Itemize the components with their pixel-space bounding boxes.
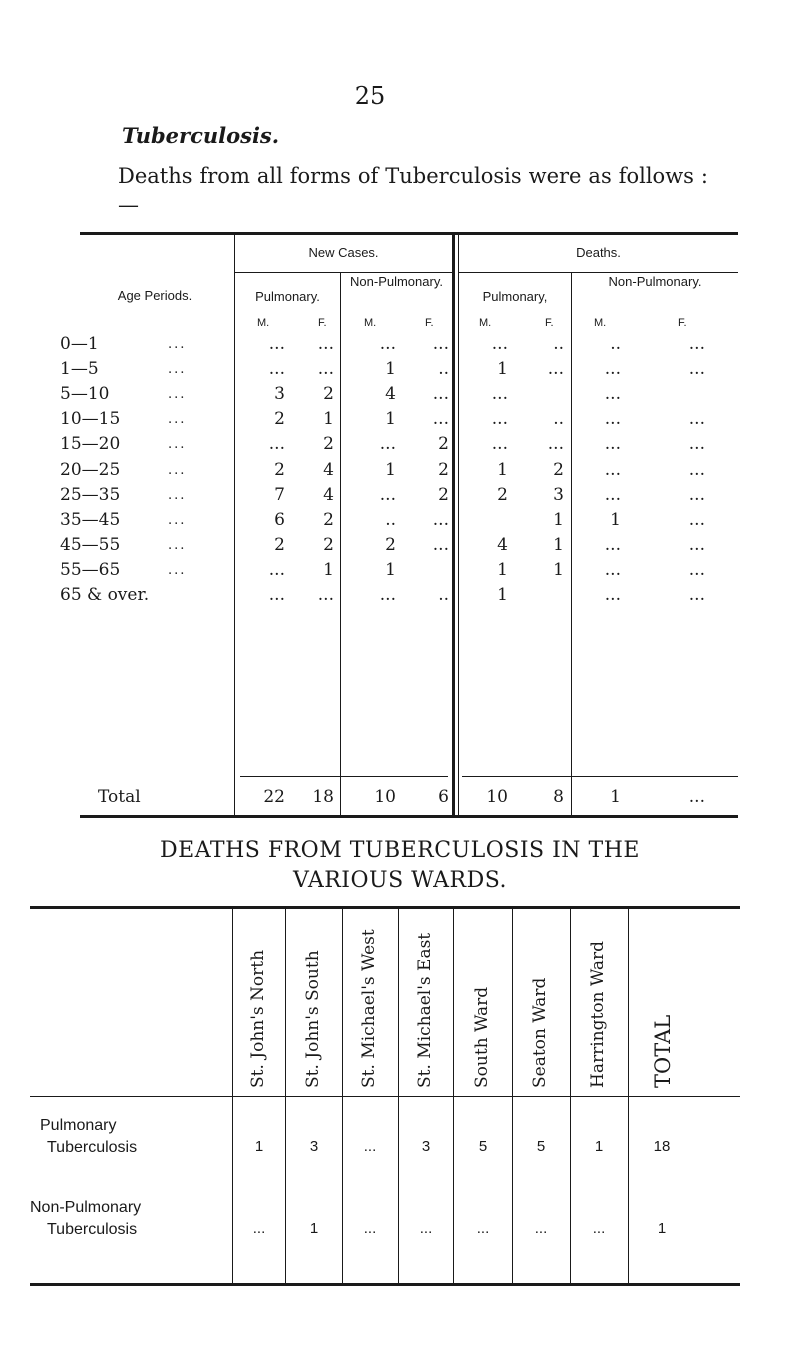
age-cell: 1 — [497, 359, 508, 379]
ward-cell: ... — [476, 1220, 490, 1237]
age-cell: ... — [547, 359, 564, 379]
age-period-label: 5—10 — [60, 384, 110, 404]
age-cell: ... — [688, 460, 705, 480]
age-cell: .. — [610, 334, 621, 354]
ward-column-header: Harrington Ward — [588, 940, 608, 1088]
ward-cell: 1 — [594, 1138, 604, 1155]
ward-row-label: Tuberculosis — [47, 1221, 138, 1238]
age-cell: 1 — [323, 560, 334, 580]
age-cell: 3 — [274, 384, 285, 404]
ward-cell: 5 — [536, 1138, 546, 1155]
ward-column-header: St. Michael's East — [415, 932, 435, 1088]
leader-dots: ... — [168, 538, 187, 553]
age-period-label: 25—35 — [60, 485, 121, 505]
age-cell: ... — [379, 434, 396, 454]
age-cell: ... — [604, 434, 621, 454]
age-cell: 2 — [323, 434, 334, 454]
ward-cell: 1 — [254, 1138, 264, 1155]
age-cell: ... — [379, 585, 396, 605]
age-cell: 1 — [497, 560, 508, 580]
age-cell: 6 — [274, 510, 285, 530]
total-cell: 6 — [438, 787, 449, 807]
age-cell: 2 — [553, 460, 564, 480]
total-cell: 10 — [374, 787, 396, 807]
age-cell: 4 — [323, 485, 334, 505]
ward-column-header: Seaton Ward — [530, 977, 550, 1088]
age-cell: ... — [432, 535, 449, 555]
age-cell: ... — [268, 359, 285, 379]
age-cell: ... — [317, 334, 334, 354]
sex-label: M. — [479, 317, 492, 329]
age-cell: ... — [688, 585, 705, 605]
sex-label: M. — [594, 317, 607, 329]
sex-label: F. — [678, 317, 687, 329]
wards-heading-line1: DEATHS FROM TUBERCULOSIS IN THE — [160, 838, 640, 863]
total-cell: 18 — [312, 787, 334, 807]
ward-cell: ... — [363, 1138, 377, 1155]
age-cell: 1 — [323, 409, 334, 429]
age-cell: ... — [604, 384, 621, 404]
leader-dots: ... — [168, 488, 187, 503]
age-cell: ... — [547, 434, 564, 454]
leader-dots: ... — [168, 513, 187, 528]
age-cell: 2 — [438, 485, 449, 505]
sex-label: F. — [425, 317, 434, 329]
age-cell: 1 — [553, 510, 564, 530]
age-cell: 4 — [323, 460, 334, 480]
ward-cell: ... — [252, 1220, 266, 1237]
leader-dots: ... — [168, 387, 187, 402]
total-cell: 1 — [610, 787, 621, 807]
age-cell: 1 — [553, 560, 564, 580]
sex-label: F. — [545, 317, 554, 329]
age-cell: 2 — [274, 535, 285, 555]
age-cell: 1 — [385, 560, 396, 580]
ward-cell: 1 — [309, 1220, 319, 1237]
age-cell: ... — [604, 460, 621, 480]
leader-dots: ... — [168, 563, 187, 578]
sex-label: M. — [257, 317, 270, 329]
ward-cell: 3 — [421, 1138, 431, 1155]
ward-row-label: Pulmonary — [40, 1117, 117, 1134]
age-cell: ... — [688, 485, 705, 505]
age-cell: ... — [379, 334, 396, 354]
total-cell: ... — [688, 787, 705, 807]
age-cell: ... — [688, 409, 705, 429]
ward-cell: ... — [363, 1220, 377, 1237]
age-cell: 1 — [385, 359, 396, 379]
age-cell: .. — [438, 359, 449, 379]
age-period-label: 55—65 — [60, 560, 121, 580]
total-label: Total — [98, 787, 141, 807]
total-cell: 22 — [263, 787, 285, 807]
age-cell: 1 — [553, 535, 564, 555]
age-cell: 1 — [610, 510, 621, 530]
age-cell: ... — [604, 535, 621, 555]
age-cell: 2 — [323, 510, 334, 530]
header-age-periods: Age Periods. — [117, 288, 193, 303]
ward-cell: 5 — [478, 1138, 488, 1155]
age-period-label: 15—20 — [60, 434, 121, 454]
age-cell: .. — [553, 409, 564, 429]
age-cell: 2 — [438, 460, 449, 480]
age-cell: 2 — [497, 485, 508, 505]
age-period-label: 35—45 — [60, 510, 121, 530]
age-cell: ... — [688, 535, 705, 555]
age-cell: ... — [268, 585, 285, 605]
age-period-label: 65 & over. — [60, 585, 150, 605]
age-cell: ... — [688, 359, 705, 379]
ward-column-header: South Ward — [472, 986, 492, 1088]
age-cell: 4 — [385, 384, 396, 404]
age-cell: ... — [268, 334, 285, 354]
age-cell: .. — [553, 334, 564, 354]
ward-column-header: St. John's South — [303, 950, 323, 1088]
ward-cell: 1 — [657, 1220, 667, 1237]
age-cell: ... — [317, 359, 334, 379]
age-cell: ... — [432, 409, 449, 429]
age-cell: ... — [604, 485, 621, 505]
age-cell: ... — [268, 560, 285, 580]
age-cell: ... — [432, 334, 449, 354]
header-nonpulmonary-deaths: Non-Pulmonary. — [608, 274, 702, 289]
age-cell: 7 — [274, 485, 285, 505]
ward-column-header: TOTAL — [651, 1014, 675, 1088]
age-cell: 3 — [553, 485, 564, 505]
age-period-label: 0—1 — [60, 334, 99, 354]
ward-cell: ... — [534, 1220, 548, 1237]
section-title: Tuberculosis. — [122, 123, 280, 148]
age-cell: .. — [385, 510, 396, 530]
ward-cell: 3 — [309, 1138, 319, 1155]
age-cell: 1 — [497, 460, 508, 480]
leader-dots: ... — [168, 463, 187, 478]
age-cell: ... — [379, 485, 396, 505]
age-period-label: 20—25 — [60, 460, 121, 480]
total-cell: 8 — [553, 787, 564, 807]
age-cell: 1 — [385, 409, 396, 429]
age-cell: 2 — [385, 535, 396, 555]
age-cell: ... — [688, 434, 705, 454]
age-cell: ... — [604, 560, 621, 580]
leader-dots: ... — [168, 412, 187, 427]
age-cell: 2 — [323, 384, 334, 404]
age-cell: .. — [438, 585, 449, 605]
age-cell: 2 — [438, 434, 449, 454]
sex-label: F. — [318, 317, 327, 329]
age-cell: 2 — [323, 535, 334, 555]
header-pulmonary-new: Pulmonary. — [255, 289, 320, 304]
header-nonpulmonary-new: Non-Pulmonary. — [350, 274, 443, 289]
leader-dots: ... — [168, 362, 187, 377]
age-cell: ... — [688, 560, 705, 580]
ward-cell: ... — [419, 1220, 433, 1237]
age-cell: ... — [491, 409, 508, 429]
age-period-label: 10—15 — [60, 409, 121, 429]
age-cell: 4 — [497, 535, 508, 555]
intro-paragraph: Deaths from all forms of Tuberculosis were as follows : — — [118, 164, 708, 217]
age-cell: ... — [491, 384, 508, 404]
age-period-label: 1—5 — [60, 359, 99, 379]
age-cell: ... — [432, 384, 449, 404]
age-cell: 2 — [274, 460, 285, 480]
leader-dots: ... — [168, 437, 187, 452]
age-cell: 1 — [497, 585, 508, 605]
page-number: 25 — [354, 82, 386, 110]
header-new-cases: New Cases. — [308, 245, 379, 260]
age-period-label: 45—55 — [60, 535, 121, 555]
age-cell: ... — [604, 409, 621, 429]
header-pulmonary-deaths: Pulmonary, — [482, 289, 548, 304]
ward-row-label: Non-Pulmonary — [30, 1199, 142, 1216]
total-cell: 10 — [486, 787, 508, 807]
header-deaths: Deaths. — [576, 245, 621, 260]
ward-cell: ... — [592, 1220, 606, 1237]
age-cell: ... — [268, 434, 285, 454]
age-cell: ... — [317, 585, 334, 605]
age-cell: ... — [491, 434, 508, 454]
age-cell: ... — [432, 510, 449, 530]
age-cell: ... — [491, 334, 508, 354]
age-cell: ... — [688, 510, 705, 530]
age-cell: ... — [688, 334, 705, 354]
leader-dots: ... — [168, 337, 187, 352]
ward-column-header: St. Michael's West — [359, 929, 379, 1088]
age-cell: 1 — [385, 460, 396, 480]
ward-column-header: St. John's North — [248, 949, 268, 1088]
ward-row-label: Tuberculosis — [47, 1139, 138, 1156]
age-cell: ... — [604, 585, 621, 605]
ward-cell: 18 — [653, 1138, 671, 1155]
wards-heading-line2: VARIOUS WARDS. — [292, 868, 508, 893]
sex-label: M. — [364, 317, 377, 329]
age-cell: ... — [604, 359, 621, 379]
age-cell: 2 — [274, 409, 285, 429]
